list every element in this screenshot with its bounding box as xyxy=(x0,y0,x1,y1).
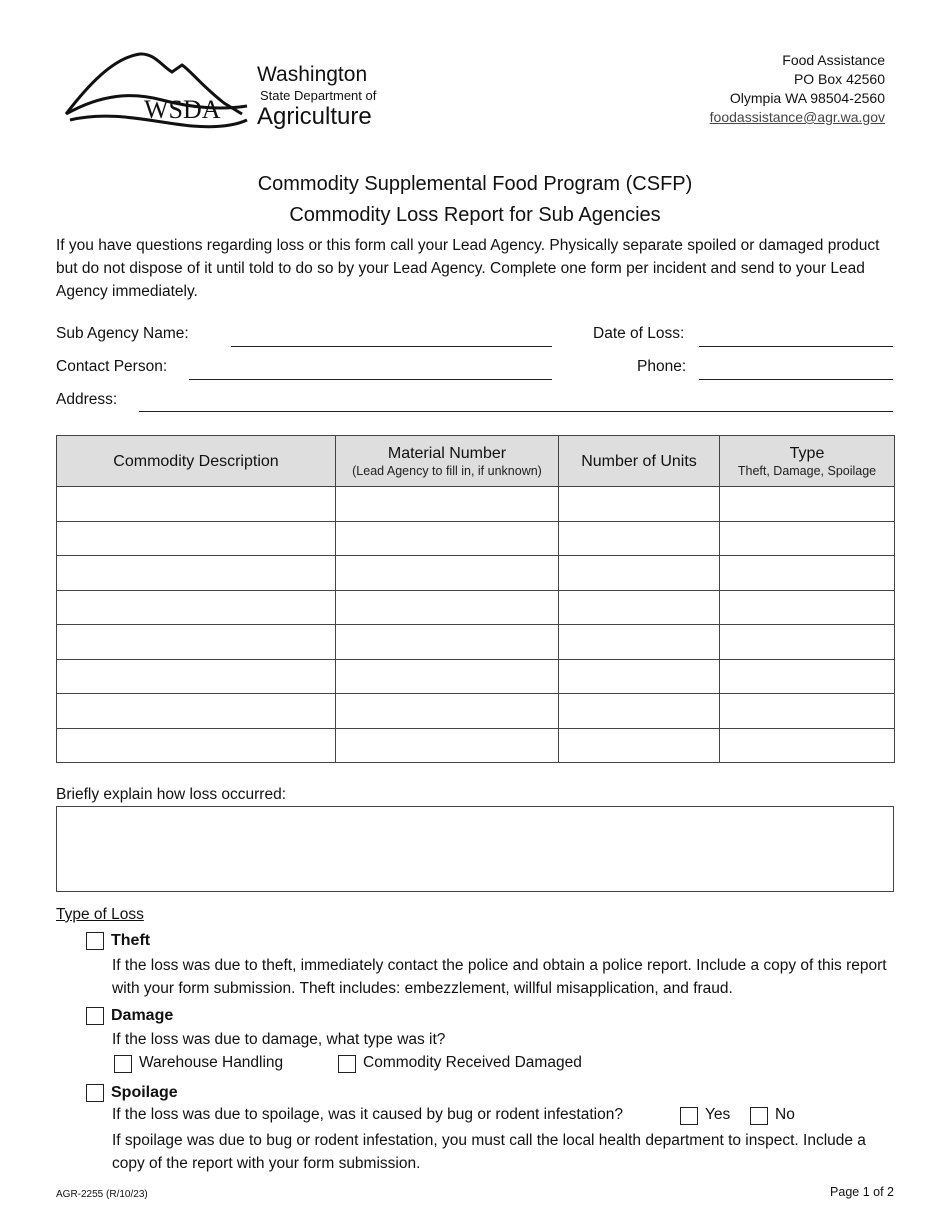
table-cell[interactable] xyxy=(720,487,895,522)
spoilage-checkbox[interactable] xyxy=(86,1084,104,1102)
table-cell[interactable] xyxy=(559,487,720,522)
col-label: Type xyxy=(789,444,825,462)
yes-label: Yes xyxy=(705,1106,731,1123)
table-row xyxy=(57,659,895,694)
warehouse-handling-checkbox[interactable] xyxy=(114,1055,132,1073)
col-commodity-description xyxy=(57,436,336,487)
col-type xyxy=(720,436,895,487)
warehouse-handling-label: Warehouse Handling xyxy=(139,1054,284,1071)
table-cell[interactable] xyxy=(57,556,336,591)
table-row xyxy=(57,625,895,660)
table-cell[interactable] xyxy=(720,521,895,556)
phone-label: Phone: xyxy=(637,358,687,375)
table-cell[interactable] xyxy=(720,625,895,660)
agency-address xyxy=(710,51,885,127)
table-cell[interactable] xyxy=(559,625,720,660)
form-subtitle: Commodity Loss Report for Sub Agencies xyxy=(289,204,661,226)
table-cell[interactable] xyxy=(57,521,336,556)
table-cell[interactable] xyxy=(336,521,559,556)
wsda-logo xyxy=(62,48,382,136)
form-id: AGR-2255 (R/10/23) xyxy=(56,1189,148,1200)
address-line2: PO Box 42560 xyxy=(793,71,885,87)
explain-label: Briefly explain how loss occurred: xyxy=(56,786,287,803)
page-number: Page 1 of 2 xyxy=(830,1185,894,1199)
table-cell[interactable] xyxy=(336,659,559,694)
address-line3: Olympia WA 98504-2560 xyxy=(729,90,885,106)
sub-agency-label: Sub Agency Name: xyxy=(56,325,189,342)
col-label: Material Number xyxy=(387,444,507,462)
received-damaged-checkbox[interactable] xyxy=(338,1055,356,1073)
address-label: Address: xyxy=(56,391,118,408)
table-cell[interactable] xyxy=(57,625,336,660)
col-label: Number of Units xyxy=(581,452,697,470)
address-line1: Food Assistance xyxy=(782,52,885,68)
col-sublabel: (Lead Agency to fill in, if unknown) xyxy=(352,463,542,478)
logo-line3: Agriculture xyxy=(257,103,372,130)
table-cell[interactable] xyxy=(720,728,895,763)
table-cell[interactable] xyxy=(720,590,895,625)
table-header-row xyxy=(57,436,895,487)
table-cell[interactable] xyxy=(720,556,895,591)
table-row xyxy=(57,521,895,556)
table-cell[interactable] xyxy=(336,487,559,522)
form-title: Commodity Supplemental Food Program (CSFP) xyxy=(257,173,693,195)
received-damaged-label: Commodity Received Damaged xyxy=(363,1054,582,1071)
table-cell[interactable] xyxy=(720,694,895,729)
damage-desc: If the loss was due to damage, what type was it? xyxy=(112,1031,446,1048)
table-cell[interactable] xyxy=(720,659,895,694)
spoilage-question: If the loss was due to spoilage, was it caused by bug or rodent infestation? xyxy=(112,1106,623,1123)
phone-field[interactable] xyxy=(699,378,893,380)
spoilage-note: If spoilage was due to bug or rodent infestation, you must call the local health department to inspect. Include a copy of the report with your form submission. xyxy=(112,1132,866,1172)
commodity-table xyxy=(56,435,895,763)
table-cell[interactable] xyxy=(336,590,559,625)
damage-checkbox[interactable] xyxy=(86,1007,104,1025)
logo-abbr: WSDA xyxy=(144,95,221,124)
col-label: Commodity Description xyxy=(113,452,279,470)
table-row xyxy=(57,556,895,591)
spoilage-label: Spoilage xyxy=(111,1084,178,1101)
col-material-number xyxy=(336,436,559,487)
yes-checkbox[interactable] xyxy=(680,1107,698,1125)
table-cell[interactable] xyxy=(336,694,559,729)
contact-field[interactable] xyxy=(189,378,552,380)
table-row xyxy=(57,590,895,625)
no-label: No xyxy=(775,1106,795,1123)
email-link[interactable]: foodassistance@agr.wa.gov xyxy=(709,109,885,125)
table-cell[interactable] xyxy=(559,521,720,556)
table-cell[interactable] xyxy=(57,487,336,522)
logo-line2: State Department of xyxy=(260,88,377,103)
table-cell[interactable] xyxy=(559,728,720,763)
table-cell[interactable] xyxy=(57,590,336,625)
contact-label: Contact Person: xyxy=(56,358,168,375)
table-row xyxy=(57,728,895,763)
table-cell[interactable] xyxy=(336,728,559,763)
table-cell[interactable] xyxy=(559,659,720,694)
logo-line1: Washington xyxy=(257,63,368,86)
col-sublabel: Theft, Damage, Spoilage xyxy=(737,463,877,478)
table-cell[interactable] xyxy=(57,694,336,729)
table-cell[interactable] xyxy=(57,659,336,694)
damage-label: Damage xyxy=(111,1007,174,1024)
date-of-loss-label: Date of Loss: xyxy=(593,325,685,342)
address-field[interactable] xyxy=(139,410,893,412)
table-cell[interactable] xyxy=(57,728,336,763)
col-number-of-units xyxy=(559,436,720,487)
table-row xyxy=(57,487,895,522)
intro-text: If you have questions regarding loss or this form call your Lead Agency. Physically separate spoiled or damaged product but do not dispose of it until told to do so by your Lead Agency. Complete one form per incident and send to your Lead Agency immediately. xyxy=(56,237,880,300)
date-of-loss-field[interactable] xyxy=(699,345,893,347)
table-cell[interactable] xyxy=(559,590,720,625)
no-checkbox[interactable] xyxy=(750,1107,768,1125)
sub-agency-field[interactable] xyxy=(231,345,552,347)
theft-checkbox[interactable] xyxy=(86,932,104,950)
table-cell[interactable] xyxy=(336,625,559,660)
table-cell[interactable] xyxy=(559,556,720,591)
theft-label: Theft xyxy=(111,932,151,949)
table-row xyxy=(57,694,895,729)
mountain-logo-icon xyxy=(62,48,382,136)
theft-desc: If the loss was due to theft, immediately contact the police and obtain a police report. Include a copy of this report with your form submission. Theft includes: embezzlement, willful misapplication, and fraud. xyxy=(112,957,887,997)
table-cell[interactable] xyxy=(336,556,559,591)
type-of-loss-heading: Type of Loss xyxy=(56,906,144,923)
table-cell[interactable] xyxy=(559,694,720,729)
explain-textarea[interactable] xyxy=(56,806,894,892)
